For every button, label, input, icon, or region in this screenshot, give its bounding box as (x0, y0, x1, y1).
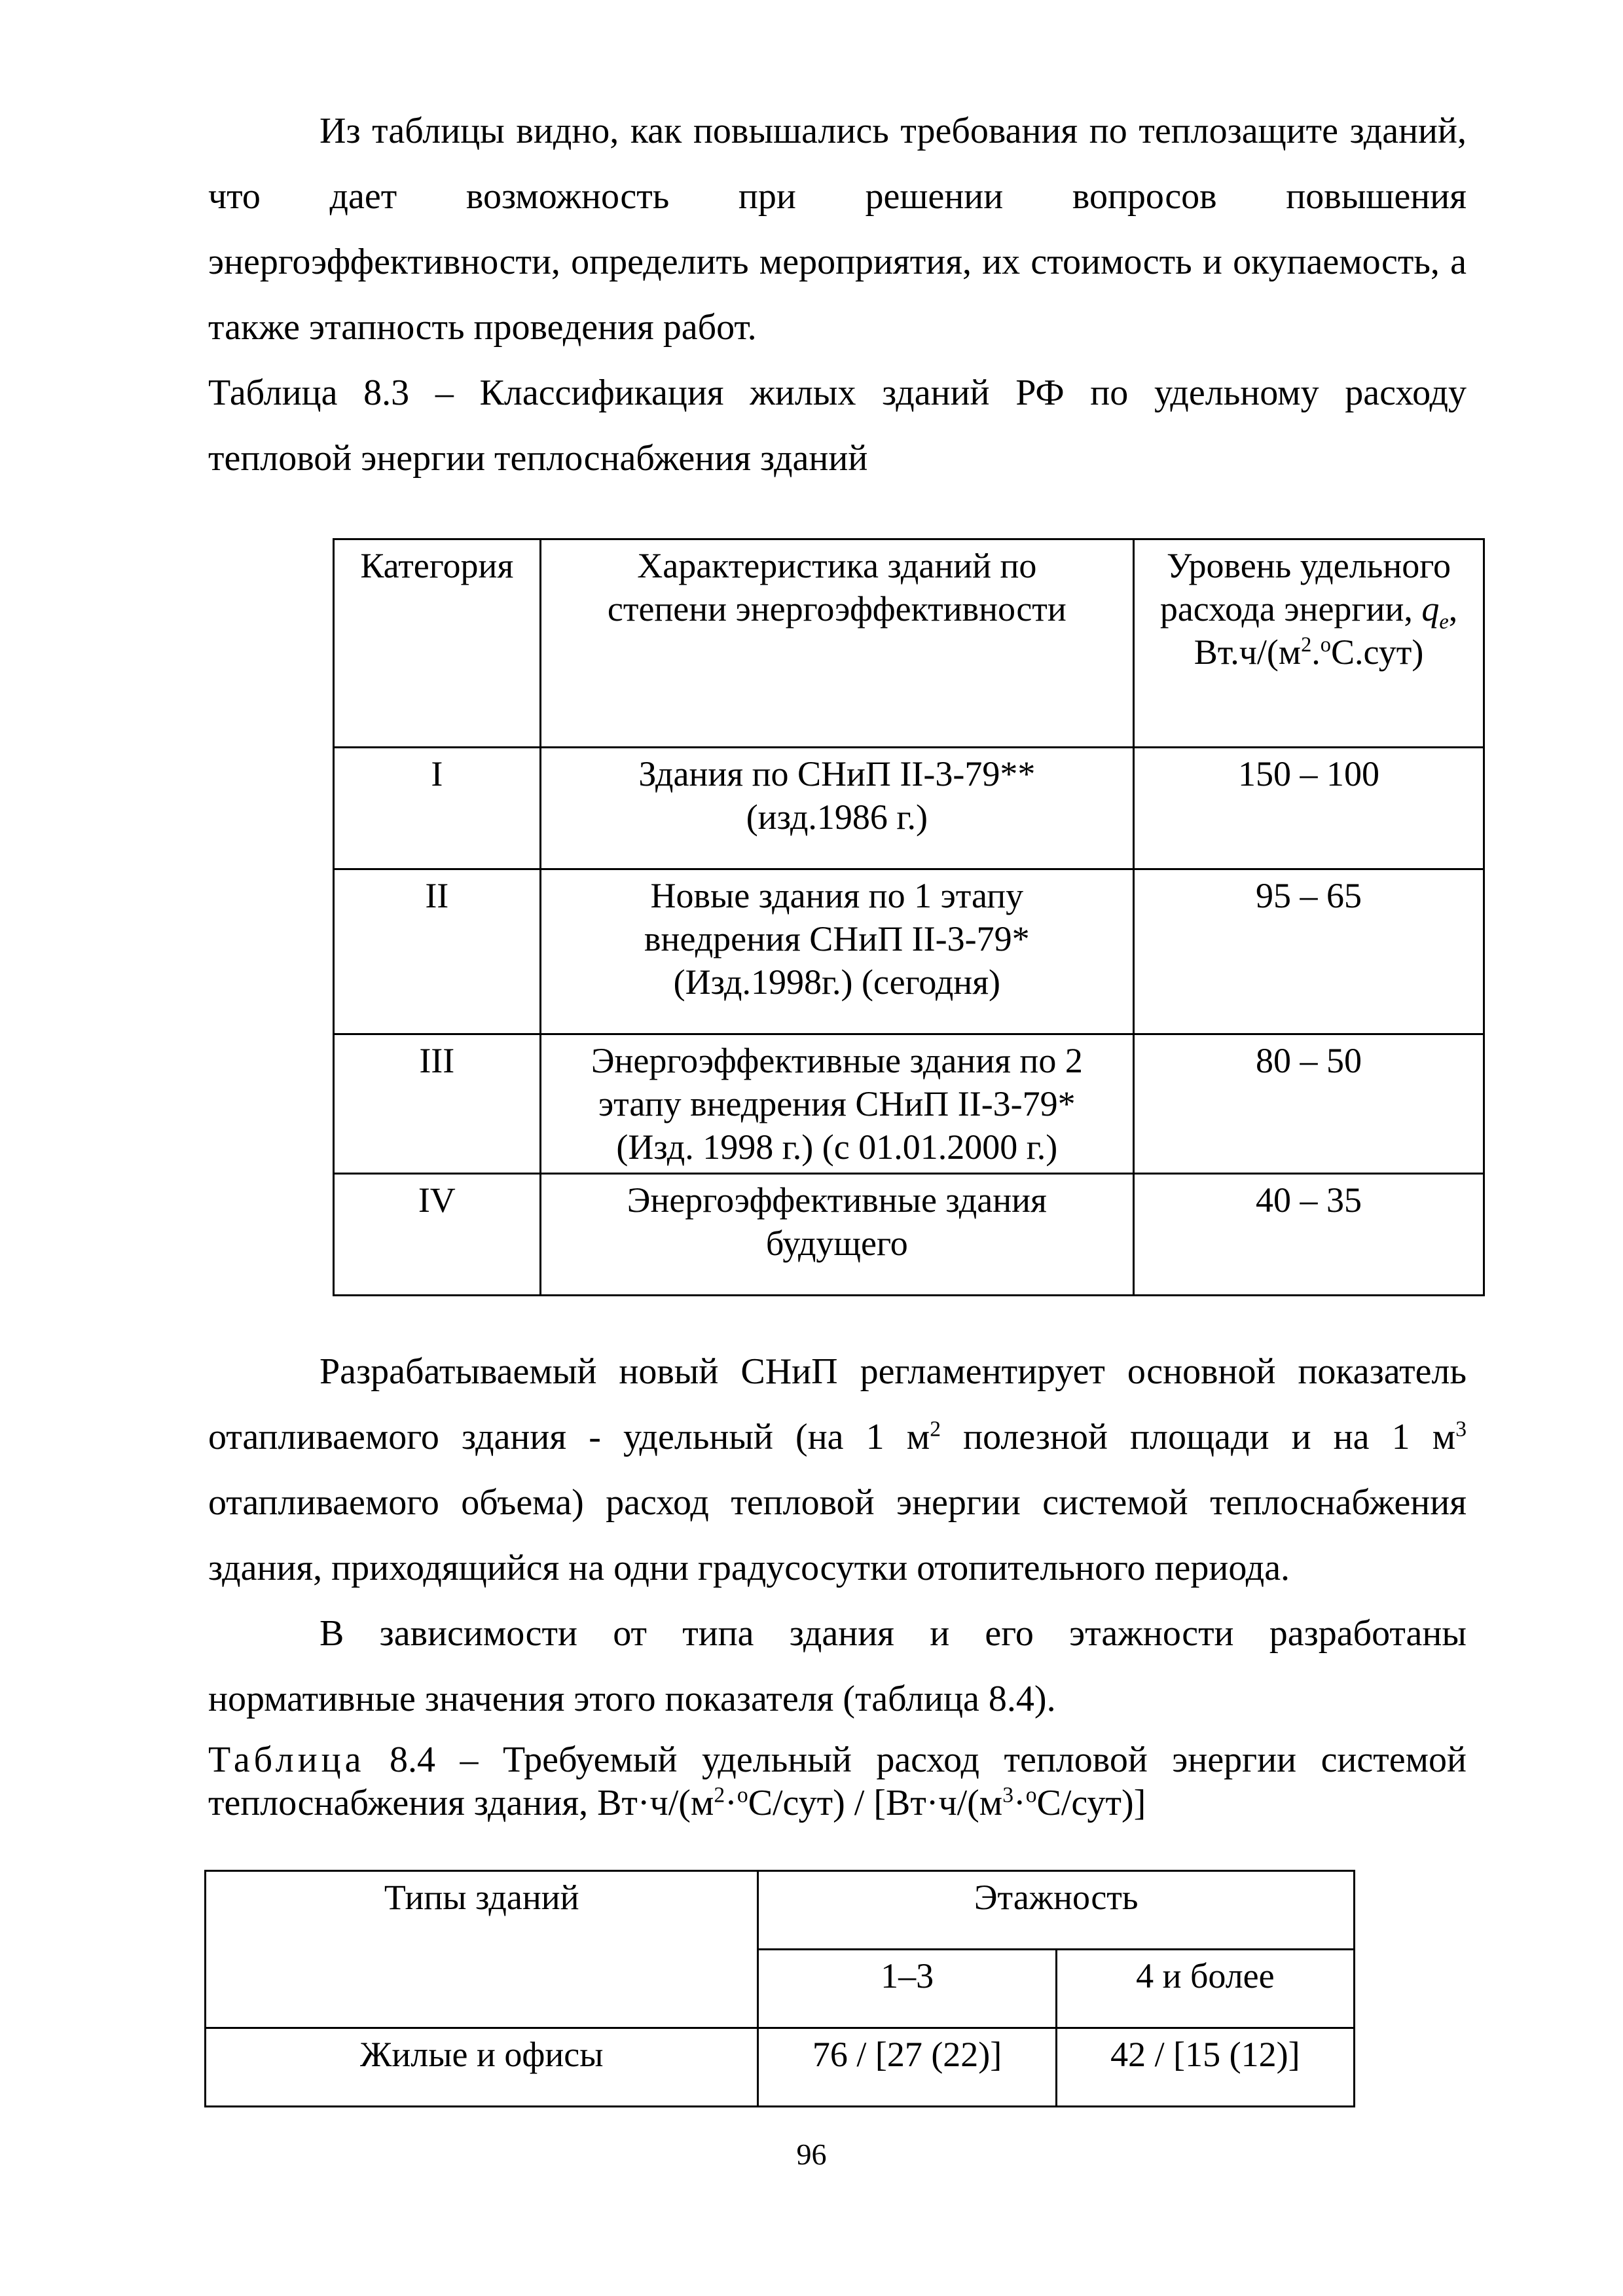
cell-characteristic-text: Энергоэффективные здания будущего (627, 1180, 1047, 1263)
cell-floors-4-plus: 42 / [15 (12)] (1056, 2028, 1354, 2107)
header-characteristic (540, 539, 1133, 748)
header-level-text: Уровень удельного расхода энергии, (1159, 546, 1451, 629)
paragraph-snip-sup3: 3 (1455, 1417, 1467, 1442)
table-8-4 (204, 1870, 1355, 2107)
paragraph-snip-text-a: Разрабатываемый новый СНиП регламентирует основной показатель отапливаемого здания - удельный (на 1 м (208, 1351, 1467, 1457)
header-floors: Этажность (758, 1871, 1355, 1950)
header-level-comma: , (1448, 589, 1458, 629)
page-number: 96 (796, 2138, 827, 2171)
cell-category: II (334, 869, 541, 1034)
cell-category: III (334, 1034, 541, 1174)
header-level-unit-sup2: 2 (1301, 633, 1312, 657)
table-8-4-caption-text-a: 8.4 – Требуемый удельный расход тепловой энергии системой теплоснабжения здания, Вт·ч/(м (208, 1740, 1467, 1823)
table-row (334, 1174, 1484, 1296)
table-8-4-caption-label: Таблица (208, 1740, 365, 1780)
table-8-4-caption-supo: о (737, 1783, 748, 1808)
table-8-4-caption-sup3: 3 (1002, 1783, 1014, 1808)
table-8-4-caption-supo2: о (1025, 1783, 1037, 1808)
paragraph-snip-text-b: полезной площади и на 1 м (941, 1417, 1456, 1457)
table-8-4-caption-text-c: С/сут) / [Вт·ч/(м (748, 1783, 1003, 1823)
header-floors-4-plus: 4 и более (1056, 1950, 1354, 2028)
cell-level: 150 – 100 (1134, 748, 1484, 869)
table-header-row (206, 1871, 1355, 1950)
table-8-4-caption-dot2: · (1013, 1783, 1026, 1823)
paragraph-snip-text-c: отапливаемого объема) расход тепловой энергии системой теплоснабжения здания, приходящийся на одни градусосутки отопительного периода. (208, 1482, 1467, 1588)
cell-characteristic-text: Здания по СНиП II-3-79** (изд.1986 г.) (638, 754, 1036, 837)
table-row (334, 1034, 1484, 1174)
cell-building-type: Жилые и офисы (206, 2028, 758, 2107)
cell-characteristic (540, 869, 1133, 1034)
table-8-4-caption-dot1: · (725, 1783, 737, 1823)
cell-characteristic (540, 1174, 1133, 1296)
cell-level: 95 – 65 (1134, 869, 1484, 1034)
paragraph-dependence: В зависимости от типа здания и его этажности разработаны нормативные значения этого показателя (таблица 8.4). (208, 1613, 1467, 1719)
paragraph-intro: Из таблицы видно, как повышались требования по теплозащите зданий, что дает возможность при решении вопросов повышения энергоэффективности, определить мероприятия, их стоимость и окупаемость, а также этапность проведения работ. (208, 111, 1467, 348)
table-8-4-caption-sup2: 2 (714, 1783, 725, 1808)
cell-characteristic-text: Энергоэффективные здания по 2 этапу внедрения СНиП II-3-79*(Изд. 1998 г.) (с 01.01.2000 г.) (591, 1041, 1083, 1167)
cell-characteristic (540, 748, 1133, 869)
cell-category: IV (334, 1174, 541, 1296)
table-header-row (334, 539, 1484, 748)
table-8-4-caption-text-e: С/сут)] (1036, 1783, 1146, 1823)
table-row (334, 748, 1484, 869)
table-8-3 (333, 538, 1485, 1296)
header-building-types: Типы зданий (206, 1871, 758, 2028)
header-level-unit-dot: . (1311, 632, 1321, 672)
paragraph-snip-sup2: 2 (930, 1417, 941, 1442)
header-level-q: q (1421, 589, 1440, 629)
header-level-unit: Вт.ч/(м (1194, 632, 1302, 672)
cell-characteristic-text: Новые здания по 1 этапу внедрения СНиП II-3-79* (Изд.1998г.) (сегодня) (644, 876, 1030, 1002)
cell-floors-1-3: 76 / [27 (22)] (758, 2028, 1056, 2107)
header-floors-1-3: 1–3 (758, 1950, 1056, 2028)
header-characteristic-text: Характеристика зданий по степени энергоэффективности (607, 546, 1067, 629)
table-row (334, 869, 1484, 1034)
cell-level: 40 – 35 (1134, 1174, 1484, 1296)
header-level-q-sub: e (1439, 610, 1449, 634)
cell-level: 80 – 50 (1134, 1034, 1484, 1174)
cell-characteristic (540, 1034, 1133, 1174)
paragraph-snip (208, 1339, 1467, 1601)
header-level (1134, 539, 1484, 748)
table-row (206, 2028, 1355, 2107)
cell-category: I (334, 748, 541, 869)
table-8-3-caption: Таблица 8.3 – Классификация жилых зданий РФ по удельному расходу тепловой энергии теплоснабжения зданий (208, 373, 1467, 479)
header-category: Категория (334, 539, 541, 748)
header-level-unit-supo: o (1320, 633, 1331, 657)
header-level-unit-tail: С.сут) (1331, 632, 1424, 672)
table-8-4-caption (208, 1738, 1467, 1825)
